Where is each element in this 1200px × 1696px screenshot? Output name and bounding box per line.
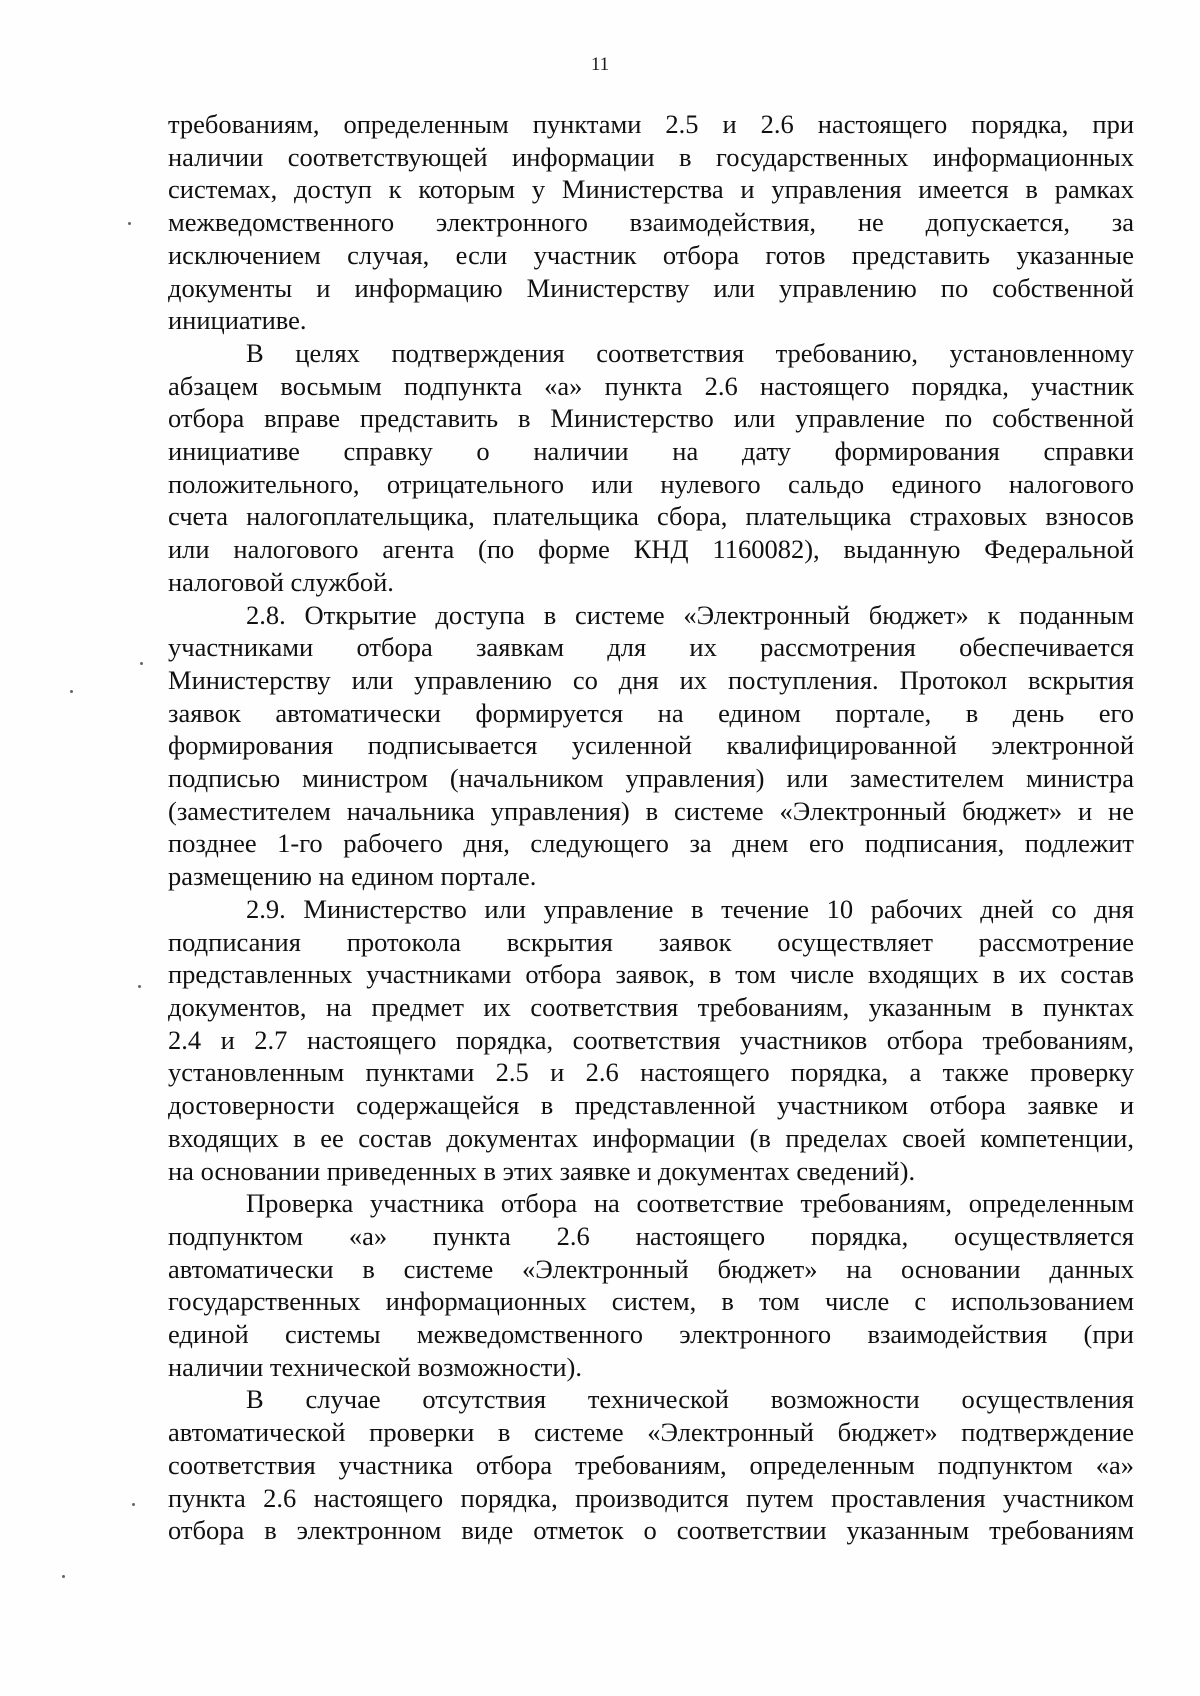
text-line: 2.4 и 2.7 настоящего порядка, соответствия участников отбора требованиям, xyxy=(168,1024,1134,1055)
paragraph-6 xyxy=(168,1383,1134,1547)
text-line: подписью министром (начальником управления) или заместителем министра xyxy=(168,763,1134,794)
text-line: представленных участниками отбора заявок, в том числе входящих в их состав xyxy=(168,959,1134,990)
text-line: исключением случая, если участник отбора готов представить указанные xyxy=(168,239,1134,270)
text-line: инициативе. xyxy=(168,305,307,336)
text-line: Министерству или управлению со дня их поступления. Протокол вскрытия xyxy=(168,664,1134,695)
paragraph-2 xyxy=(168,337,1134,599)
text-line: документов, на предмет их соответствия требованиям, указанным в пунктах xyxy=(168,991,1134,1022)
text-line: подписания протокола вскрытия заявок осуществляет рассмотрение xyxy=(168,926,1134,957)
text-line: отбора в электронном виде отметок о соответствии указанным требованиям xyxy=(168,1515,1134,1546)
text-line: требованиям, определенным пунктами 2.5 и 2.6 настоящего порядка, при xyxy=(168,109,1134,139)
text-line: установленным пунктами 2.5 и 2.6 настоящего порядка, а также проверку xyxy=(168,1057,1134,1088)
text-line: отбора вправе представить в Министерство или управление по собственной xyxy=(168,403,1134,434)
paragraph-3 xyxy=(168,599,1134,893)
scan-speck xyxy=(62,1575,65,1578)
text-line: заявок автоматически формируется на едином портале, в день его xyxy=(168,697,1134,728)
text-line: системах, доступ к которым у Министерства и управления имеется в рамках xyxy=(168,174,1134,205)
text-line: размещению на едином портале. xyxy=(168,861,537,892)
scan-speck xyxy=(140,662,143,665)
scan-speck xyxy=(70,690,73,693)
scan-speck xyxy=(132,1503,135,1506)
text-line: инициативе справку о наличии на дату формирования справки xyxy=(168,436,1134,467)
text-line: документы и информацию Министерству или управлению по собственной xyxy=(168,272,1134,303)
text-line: счета налогоплательщика, плательщика сбора, плательщика страховых взносов xyxy=(168,501,1134,532)
paragraph-4 xyxy=(168,893,1134,1187)
text-line: подпунктом «а» пункта 2.6 настоящего порядка, осуществляется xyxy=(168,1220,1134,1251)
text-line: участниками отбора заявкам для их рассмотрения обеспечивается xyxy=(168,632,1134,663)
text-line: В целях подтверждения соответствия требованию, установленному xyxy=(246,337,1134,368)
text-line: (заместителем начальника управления) в системе «Электронный бюджет» и не xyxy=(168,795,1134,826)
text-line: позднее 1-го рабочего дня, следующего за днем его подписания, подлежит xyxy=(168,828,1134,859)
text-line: формирования подписывается усиленной квалифицированной электронной xyxy=(168,730,1134,761)
scan-speck xyxy=(128,222,131,225)
text-line: налоговой службой. xyxy=(168,566,394,597)
text-line: Проверка участника отбора на соответствие требованиям, определенным xyxy=(246,1188,1134,1219)
text-line: В случае отсутствия технической возможности осуществления xyxy=(246,1384,1134,1415)
document-body xyxy=(168,108,1134,1547)
text-line: 2.9. Министерство или управление в течение 10 рабочих дней со дня xyxy=(246,893,1134,924)
text-line: пункта 2.6 настоящего порядка, производится путем проставления участником xyxy=(168,1482,1134,1513)
text-line: государственных информационных систем, в том числе с использованием xyxy=(168,1286,1134,1317)
text-line: абзацем восьмым подпункта «а» пункта 2.6 настоящего порядка, участник xyxy=(168,370,1134,401)
paragraph-1 xyxy=(168,108,1134,337)
text-line: наличии соответствующей информации в государственных информационных xyxy=(168,141,1134,172)
text-line: входящих в ее состав документах информации (в пределах своей компетенции, xyxy=(168,1122,1134,1153)
text-line: автоматически в системе «Электронный бюджет» на основании данных xyxy=(168,1253,1134,1284)
text-line: наличии технической возможности). xyxy=(168,1351,583,1382)
scan-speck xyxy=(138,985,141,988)
text-line: соответствия участника отбора требованиям, определенным подпунктом «а» xyxy=(168,1449,1134,1480)
paragraph-5 xyxy=(168,1187,1134,1383)
text-line: межведомственного электронного взаимодействия, не допускается, за xyxy=(168,207,1134,238)
text-line: единой системы межведомственного электронного взаимодействия (при xyxy=(168,1319,1134,1350)
text-line: положительного, отрицательного или нулевого сальдо единого налогового xyxy=(168,468,1134,499)
page-number: 11 xyxy=(590,54,610,75)
text-line: автоматической проверки в системе «Электронный бюджет» подтверждение xyxy=(168,1417,1134,1448)
text-line: 2.8. Открытие доступа в системе «Электронный бюджет» к поданным xyxy=(246,599,1134,630)
text-line: или налогового агента (по форме КНД 1160082), выданную Федеральной xyxy=(168,534,1134,565)
text-line: на основании приведенных в этих заявке и документах сведений). xyxy=(168,1155,916,1186)
text-line: достоверности содержащейся в представленной участником отбора заявке и xyxy=(168,1090,1134,1121)
